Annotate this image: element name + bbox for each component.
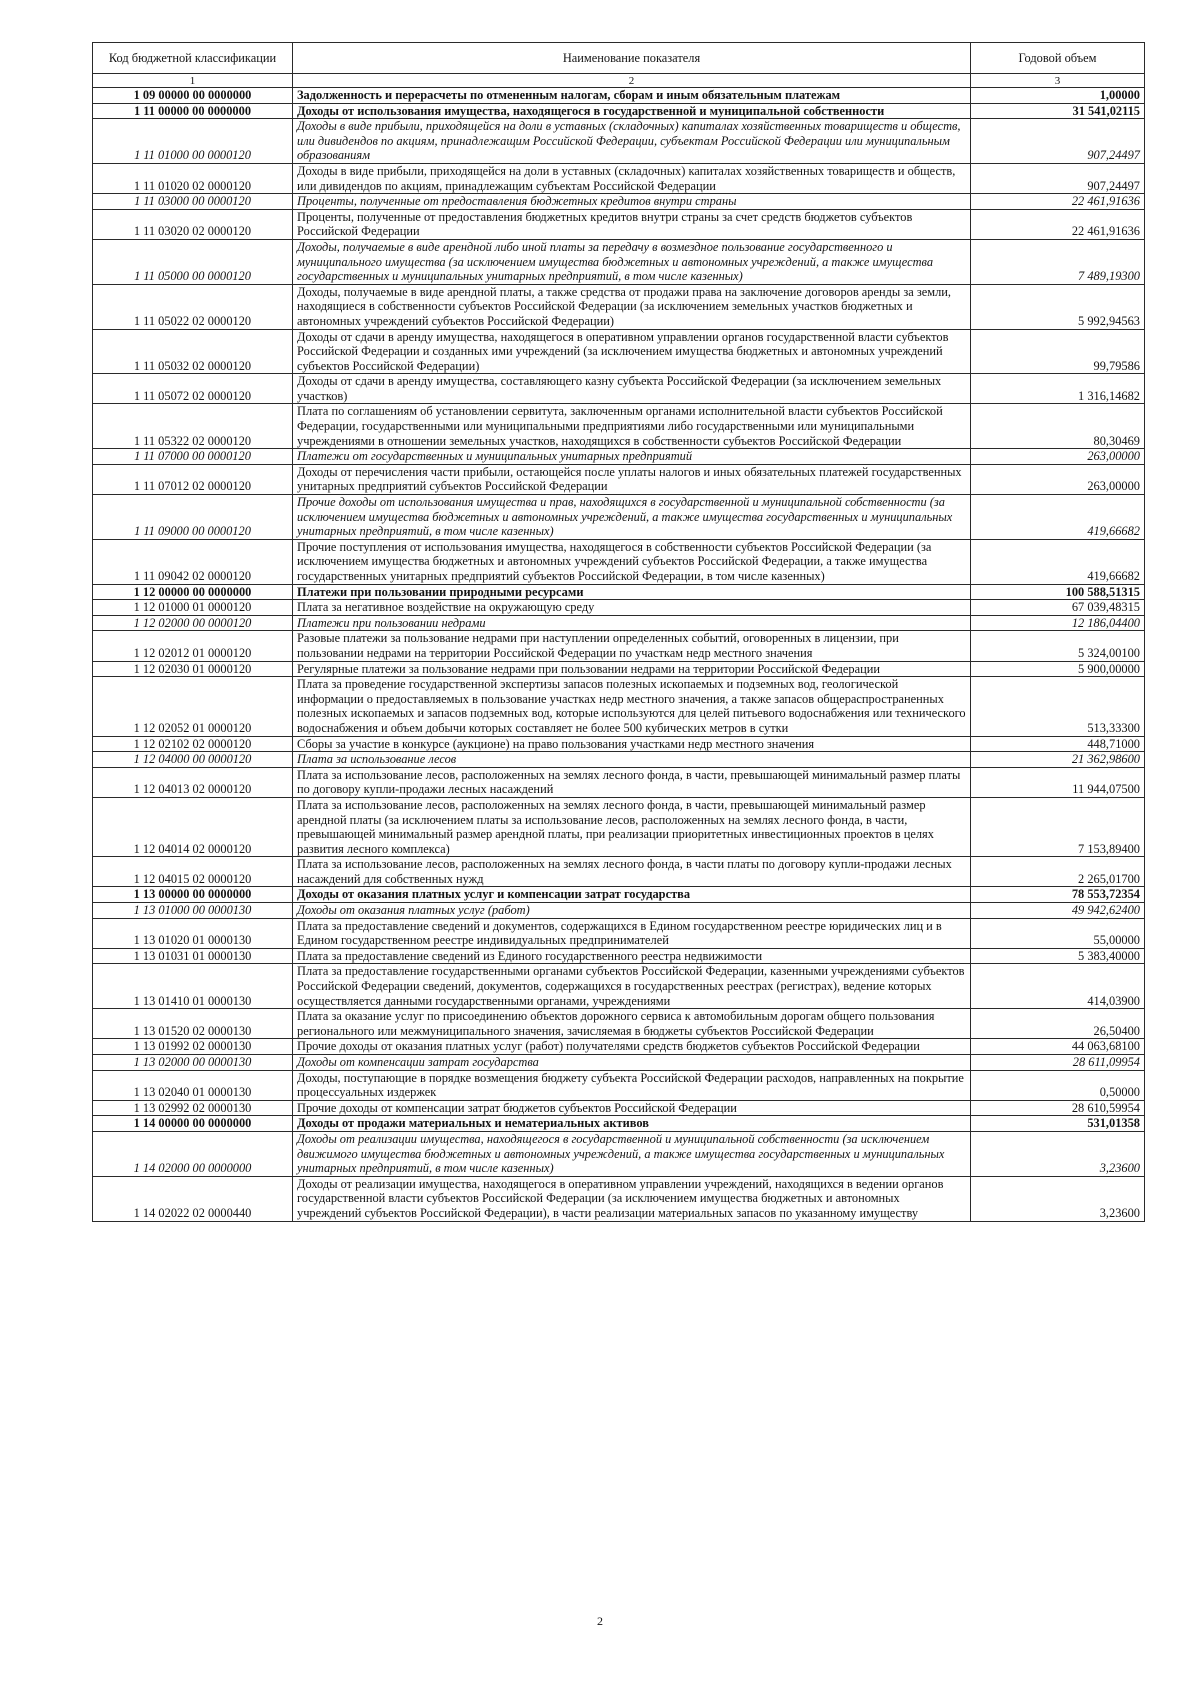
table-row <box>93 903 1145 919</box>
amount-cell: 263,00000 <box>971 449 1145 465</box>
code-cell: 1 13 02000 00 0000130 <box>93 1055 293 1071</box>
code-cell: 1 11 05022 02 0000120 <box>93 284 293 329</box>
table-row <box>93 329 1145 374</box>
table-row <box>93 239 1145 284</box>
name-cell: Плата за предоставление государственными органами субъектов Российской Федерации, казенными учреждениями субъектов Российской Федерации сведений, документов, содержащихся в государственных реестрах (регистрах), ведение которых осуществляется данными государственными органами, учреждениями <box>293 964 971 1009</box>
table-row <box>93 584 1145 600</box>
table-row <box>93 1131 1145 1176</box>
amount-cell: 907,24497 <box>971 163 1145 193</box>
table-row <box>93 964 1145 1009</box>
amount-cell: 67 039,48315 <box>971 600 1145 616</box>
header-name: Наименование показателя <box>293 43 971 74</box>
code-cell: 1 12 04013 02 0000120 <box>93 767 293 797</box>
amount-cell: 5 900,00000 <box>971 661 1145 677</box>
table-body <box>93 88 1145 1222</box>
name-cell: Плата за предоставление сведений и документов, содержащихся в Едином государственном реестре юридических лиц и в Едином государственном реестре индивидуальных предпринимателей <box>293 918 971 948</box>
amount-cell: 26,50400 <box>971 1009 1145 1039</box>
amount-cell: 1 316,14682 <box>971 374 1145 404</box>
code-cell: 1 11 07000 00 0000120 <box>93 449 293 465</box>
code-cell: 1 12 04015 02 0000120 <box>93 857 293 887</box>
column-number-name: 2 <box>293 74 971 88</box>
page-number: 2 <box>597 1614 603 1628</box>
name-cell: Плата за оказание услуг по присоединению объектов дорожного сервиса к автомобильным дорогам общего пользования регионального или межмуниципального значения, зачисляемая в бюджеты субъектов Российской Федерации <box>293 1009 971 1039</box>
code-cell: 1 11 03020 02 0000120 <box>93 209 293 239</box>
code-cell: 1 14 02000 00 0000000 <box>93 1131 293 1176</box>
name-cell: Доходы от использования имущества, находящегося в государственной и муниципальной собственности <box>293 103 971 119</box>
code-cell: 1 13 01031 01 0000130 <box>93 948 293 964</box>
code-cell: 1 11 00000 00 0000000 <box>93 103 293 119</box>
name-cell: Доходы в виде прибыли, приходящейся на доли в уставных (складочных) капиталах хозяйственных товариществ и обществ, или дивидендов по акциям, принадлежащим Российской Федерации, субъектам Российской Федерации или муниципальным образованиям <box>293 119 971 164</box>
amount-cell: 28 611,09954 <box>971 1055 1145 1071</box>
name-cell: Доходы, поступающие в порядке возмещения бюджету субъекта Российской Федерации расходов, направленных на покрытие процессуальных издержек <box>293 1070 971 1100</box>
code-cell: 1 09 00000 00 0000000 <box>93 88 293 104</box>
name-cell: Доходы от реализации имущества, находящегося в государственной и муниципальной собственности (за исключением движимого имущества бюджетных и автономных учреждений, а также имущества государственных и муниципальных унитарных предприятий, в том числе казенных) <box>293 1131 971 1176</box>
table-row <box>93 119 1145 164</box>
table-row <box>93 88 1145 104</box>
amount-cell: 80,30469 <box>971 404 1145 449</box>
table-row <box>93 631 1145 661</box>
table-row <box>93 1039 1145 1055</box>
table-row <box>93 284 1145 329</box>
table-row <box>93 677 1145 736</box>
amount-cell: 3,23600 <box>971 1131 1145 1176</box>
name-cell: Плата за использование лесов, расположенных на землях лесного фонда, в части, превышающей минимальный размер платы по договору купли-продажи лесных насаждений <box>293 767 971 797</box>
amount-cell: 44 063,68100 <box>971 1039 1145 1055</box>
name-cell: Сборы за участие в конкурсе (аукционе) на право пользования участками недр местного значения <box>293 736 971 752</box>
table-row <box>93 209 1145 239</box>
table-row <box>93 404 1145 449</box>
code-cell: 1 13 00000 00 0000000 <box>93 887 293 903</box>
name-cell: Плата по соглашениям об установлении сервитута, заключенным органами исполнительной власти субъектов Российской Федерации, государственными или муниципальными предприятиями либо государственными или муниципальными учреждениями в отношении земельных участков, находящихся в собственности субъектов Российской Федерации <box>293 404 971 449</box>
budget-table <box>92 42 1145 1222</box>
table-row <box>93 1176 1145 1221</box>
code-cell: 1 12 02000 00 0000120 <box>93 615 293 631</box>
code-cell: 1 14 02022 02 0000440 <box>93 1176 293 1221</box>
amount-cell: 99,79586 <box>971 329 1145 374</box>
name-cell: Регулярные платежи за пользование недрами при пользовании недрами на территории Российской Федерации <box>293 661 971 677</box>
code-cell: 1 11 01000 00 0000120 <box>93 119 293 164</box>
name-cell: Платежи от государственных и муниципальных унитарных предприятий <box>293 449 971 465</box>
code-cell: 1 13 01410 01 0000130 <box>93 964 293 1009</box>
name-cell: Доходы от перечисления части прибыли, остающейся после уплаты налогов и иных обязательных платежей государственных унитарных предприятий субъектов Российской Федерации <box>293 464 971 494</box>
table-row <box>93 1070 1145 1100</box>
name-cell: Доходы от продажи материальных и нематериальных активов <box>293 1116 971 1132</box>
amount-cell: 0,50000 <box>971 1070 1145 1100</box>
name-cell: Прочие доходы от компенсации затрат бюджетов субъектов Российской Федерации <box>293 1100 971 1116</box>
code-cell: 1 13 02992 02 0000130 <box>93 1100 293 1116</box>
table-row <box>93 918 1145 948</box>
column-number-amount: 3 <box>971 74 1145 88</box>
name-cell: Платежи при пользовании природными ресурсами <box>293 584 971 600</box>
code-cell: 1 11 09042 02 0000120 <box>93 539 293 584</box>
amount-cell: 263,00000 <box>971 464 1145 494</box>
code-cell: 1 12 02102 02 0000120 <box>93 736 293 752</box>
amount-cell: 3,23600 <box>971 1176 1145 1221</box>
table-row <box>93 539 1145 584</box>
table-row <box>93 948 1145 964</box>
code-cell: 1 12 00000 00 0000000 <box>93 584 293 600</box>
name-cell: Плата за негативное воздействие на окружающую среду <box>293 600 971 616</box>
amount-cell: 31 541,02115 <box>971 103 1145 119</box>
code-cell: 1 11 03000 00 0000120 <box>93 194 293 210</box>
table-row <box>93 1055 1145 1071</box>
table-row <box>93 857 1145 887</box>
name-cell: Доходы от реализации имущества, находящегося в оперативном управлении учреждений, находящихся в ведении органов государственной власти субъектов Российской Федерации (за исключением имущества бюджетных и автономных учреждений субъектов Российской Федерации), в части реализации материальных запасов по указанному имуществу <box>293 1176 971 1221</box>
name-cell: Плата за предоставление сведений из Единого государственного реестра недвижимости <box>293 948 971 964</box>
table-header-row <box>93 43 1145 74</box>
code-cell: 1 11 09000 00 0000120 <box>93 495 293 540</box>
name-cell: Доходы от оказания платных услуг (работ) <box>293 903 971 919</box>
name-cell: Платежи при пользовании недрами <box>293 615 971 631</box>
code-cell: 1 11 05072 02 0000120 <box>93 374 293 404</box>
code-cell: 1 13 01992 02 0000130 <box>93 1039 293 1055</box>
amount-cell: 28 610,59954 <box>971 1100 1145 1116</box>
amount-cell: 78 553,72354 <box>971 887 1145 903</box>
code-cell: 1 13 02040 01 0000130 <box>93 1070 293 1100</box>
name-cell: Плата за проведение государственной экспертизы запасов полезных ископаемых и подземных вод, геологической информации о предоставляемых в пользование участках недр местного значения, а также запасов общераспространенных полезных ископаемых и запасов подземных вод, которые используются для целей питьевого водоснабжения или технического водоснабжения и объем добычи которых составляет не более 500 кубических метров в сутки <box>293 677 971 736</box>
table-row <box>93 374 1145 404</box>
code-cell: 1 12 04014 02 0000120 <box>93 797 293 856</box>
table-row <box>93 194 1145 210</box>
code-cell: 1 11 05000 00 0000120 <box>93 239 293 284</box>
table-row <box>93 1116 1145 1132</box>
table-row <box>93 495 1145 540</box>
code-cell: 1 13 01520 02 0000130 <box>93 1009 293 1039</box>
amount-cell: 907,24497 <box>971 119 1145 164</box>
column-number-row <box>93 74 1145 88</box>
code-cell: 1 12 04000 00 0000120 <box>93 752 293 768</box>
amount-cell: 414,03900 <box>971 964 1145 1009</box>
table-row <box>93 736 1145 752</box>
name-cell: Проценты, полученные от предоставления бюджетных кредитов внутри страны <box>293 194 971 210</box>
table-row <box>93 767 1145 797</box>
name-cell: Прочие доходы от использования имущества и прав, находящихся в государственной и муниципальной собственности (за исключением имущества бюджетных и автономных учреждений, а также имущества государственных и муниципальных унитарных предприятий, в том числе казенных) <box>293 495 971 540</box>
name-cell: Доходы от сдачи в аренду имущества, находящегося в оперативном управлении органов государственной власти субъектов Российской Федерации и созданных ими учреждений (за исключением имущества бюджетных и автономных учреждений субъектов Российской Федерации) <box>293 329 971 374</box>
amount-cell: 448,71000 <box>971 736 1145 752</box>
code-cell: 1 13 01000 00 0000130 <box>93 903 293 919</box>
table-row <box>93 163 1145 193</box>
header-amount: Годовой объем <box>971 43 1145 74</box>
amount-cell: 49 942,62400 <box>971 903 1145 919</box>
code-cell: 1 11 07012 02 0000120 <box>93 464 293 494</box>
amount-cell: 55,00000 <box>971 918 1145 948</box>
amount-cell: 22 461,91636 <box>971 194 1145 210</box>
amount-cell: 22 461,91636 <box>971 209 1145 239</box>
amount-cell: 7 489,19300 <box>971 239 1145 284</box>
code-cell: 1 13 01020 01 0000130 <box>93 918 293 948</box>
name-cell: Плата за использование лесов, расположенных на землях лесного фонда, в части, превышающей минимальный размер арендной платы (за исключением платы за использование лесов, расположенных на землях лесного фонда, в части, превышающей минимальный размер арендной платы, при реализации приоритетных инвестиционных проектов в целях развития лесного комплекса) <box>293 797 971 856</box>
amount-cell: 100 588,51315 <box>971 584 1145 600</box>
budget-sheet <box>92 42 1144 1222</box>
amount-cell: 419,66682 <box>971 539 1145 584</box>
table-row <box>93 600 1145 616</box>
code-cell: 1 12 01000 01 0000120 <box>93 600 293 616</box>
name-cell: Доходы, получаемые в виде арендной либо иной платы за передачу в возмездное пользование государственного и муниципального имущества (за исключением имущества бюджетных и автономных учреждений, а также имущества государственных и муниципальных унитарных предприятий, в том числе казенных) <box>293 239 971 284</box>
amount-cell: 531,01358 <box>971 1116 1145 1132</box>
table-row <box>93 887 1145 903</box>
amount-cell: 5 324,00100 <box>971 631 1145 661</box>
column-number-code: 1 <box>93 74 293 88</box>
amount-cell: 419,66682 <box>971 495 1145 540</box>
code-cell: 1 14 00000 00 0000000 <box>93 1116 293 1132</box>
name-cell: Доходы, получаемые в виде арендной платы, а также средства от продажи права на заключение договоров аренды за земли, находящиеся в собственности субъектов Российской Федерации (за исключением земельных участков бюджетных и автономных учреждений субъектов Российской Федерации) <box>293 284 971 329</box>
name-cell: Прочие доходы от оказания платных услуг (работ) получателями средств бюджетов субъектов Российской Федерации <box>293 1039 971 1055</box>
code-cell: 1 12 02030 01 0000120 <box>93 661 293 677</box>
amount-cell: 12 186,04400 <box>971 615 1145 631</box>
name-cell: Доходы от компенсации затрат государства <box>293 1055 971 1071</box>
amount-cell: 5 992,94563 <box>971 284 1145 329</box>
amount-cell: 2 265,01700 <box>971 857 1145 887</box>
name-cell: Прочие поступления от использования имущества, находящегося в собственности субъектов Российской Федерации (за исключением имущества бюджетных и автономных учреждений субъектов Российской Федерации, а также имущества государственных унитарных предприятий субъектов Российской Федерации, в том числе казенных) <box>293 539 971 584</box>
name-cell: Доходы от оказания платных услуг и компенсации затрат государства <box>293 887 971 903</box>
code-cell: 1 12 02012 01 0000120 <box>93 631 293 661</box>
table-row <box>93 1100 1145 1116</box>
table-row <box>93 1009 1145 1039</box>
name-cell: Плата за использование лесов, расположенных на землях лесного фонда, в части платы по договору купли-продажи лесных насаждений для собственных нужд <box>293 857 971 887</box>
amount-cell: 7 153,89400 <box>971 797 1145 856</box>
name-cell: Плата за использование лесов <box>293 752 971 768</box>
amount-cell: 21 362,98600 <box>971 752 1145 768</box>
table-row <box>93 103 1145 119</box>
amount-cell: 1,00000 <box>971 88 1145 104</box>
code-cell: 1 12 02052 01 0000120 <box>93 677 293 736</box>
code-cell: 1 11 01020 02 0000120 <box>93 163 293 193</box>
table-row <box>93 752 1145 768</box>
name-cell: Доходы в виде прибыли, приходящейся на доли в уставных (складочных) капиталах хозяйственных товариществ и обществ, или дивидендов по акциям, принадлежащим субъектам Российской Федерации <box>293 163 971 193</box>
table-row <box>93 464 1145 494</box>
name-cell: Проценты, полученные от предоставления бюджетных кредитов внутри страны за счет средств бюджетов субъектов Российской Федерации <box>293 209 971 239</box>
code-cell: 1 11 05322 02 0000120 <box>93 404 293 449</box>
code-cell: 1 11 05032 02 0000120 <box>93 329 293 374</box>
amount-cell: 513,33300 <box>971 677 1145 736</box>
header-code: Код бюджетной классификации <box>93 43 293 74</box>
name-cell: Задолженность и перерасчеты по отмененным налогам, сборам и иным обязательным платежам <box>293 88 971 104</box>
table-row <box>93 615 1145 631</box>
table-row <box>93 661 1145 677</box>
name-cell: Доходы от сдачи в аренду имущества, составляющего казну субъекта Российской Федерации (за исключением земельных участков) <box>293 374 971 404</box>
amount-cell: 11 944,07500 <box>971 767 1145 797</box>
name-cell: Разовые платежи за пользование недрами при наступлении определенных событий, оговоренных в лицензии, при пользовании недрами на территории Российской Федерации по участкам недр местного значения <box>293 631 971 661</box>
table-row <box>93 797 1145 856</box>
amount-cell: 5 383,40000 <box>971 948 1145 964</box>
table-row <box>93 449 1145 465</box>
